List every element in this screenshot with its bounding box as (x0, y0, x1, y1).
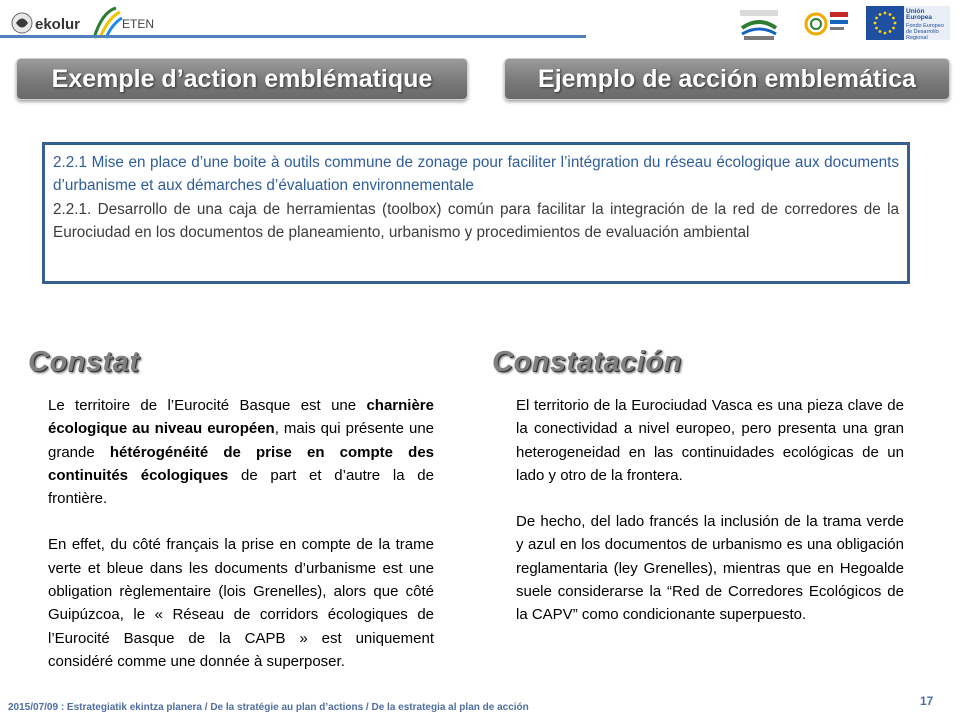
footer-text: 2015/07/09 : Estrategiatik ekintza planera / De la stratégie au plan d’actions / De la estrategia al plan de acción (8, 702, 529, 713)
eu-label (904, 6, 950, 40)
title-box-es (504, 58, 950, 100)
bold-run: hétérogénéité de prise en compte des continuités écologiques (48, 443, 435, 484)
eu-label-sub: Fondo Europeo de Desarrollo Regional (906, 23, 944, 41)
section-heading-es: Constatación (492, 346, 682, 378)
text-run: de part et d’autre la de frontière. (48, 466, 434, 508)
header-divider (0, 35, 586, 38)
eu-flag-logo (866, 6, 950, 40)
paragraph-fr-1 (48, 394, 434, 510)
summary-es: 2.2.1. Desarrollo de una caja de herramientas (toolbox) común para facilitar la integración de la red de corredores de la Eurociudad en los documentos de planeamiento, urbanismo y procedimientos de evaluación ambiental (53, 201, 899, 241)
eu-label-title: Unión Europea (906, 8, 933, 21)
page-number: 17 (920, 694, 934, 708)
paragraph-es-2: De hecho, del lado francés la inclusión de la trama verde y azul en los documentos de urbanismo es una obligación reglamentaria (ley Grenelles), mientras que en Hegoalde suele considerarse la “Red de Corredores Ecológicos de la CAPV” como condicionante superpuesto. (516, 513, 904, 624)
eten-logo-text: ETEN (122, 17, 155, 31)
text-run: Le territoire de l’Eurocité Basque est une (48, 397, 367, 414)
partner-logo-2 (800, 6, 850, 42)
eten-logo (92, 4, 162, 44)
section-heading-fr: Constat (28, 346, 140, 378)
title-box-fr (16, 58, 468, 100)
eu-stars-icon (866, 6, 904, 40)
ekolur-logo (10, 8, 88, 38)
title-es: Ejemplo de acción emblemática (538, 64, 916, 93)
bold-run: charnière écologique au niveau européen (48, 397, 434, 438)
title-fr: Exemple d’action emblématique (51, 64, 433, 93)
column-fr (48, 394, 434, 696)
paragraph-es-1: El territorio de la Eurociudad Vasca es una pieza clave de la conectividad a nivel europeo, pero presenta una gran heterogeneidad en las continuidades ecológicas de un lado y otro de la frontera. (516, 397, 904, 484)
summary-box (42, 142, 910, 284)
ekolur-logo-text: ekolur (35, 16, 81, 33)
text-run: , mais qui présente une grande (48, 420, 434, 461)
partner-logo-1 (736, 8, 782, 42)
summary-fr: 2.2.1 Mise en place d’une boite à outils commune de zonage pour faciliter l’intégration du réseau écologique aux documents d’urbanisme et aux démarches d’évaluation environnementale (53, 154, 899, 194)
paragraph-fr-2: En effet, du côté français la prise en compte de la trame verte et bleue dans les documents d’urbanisme est une obligation règlementaire (lois Grenelles), alors que côté Guipúzcoa, le « Réseau de corridors écologiques de l’Eurocité Basque de la CAPB » est uniquement considéré comme une donnée à superposer. (48, 536, 434, 670)
column-es (516, 394, 904, 650)
